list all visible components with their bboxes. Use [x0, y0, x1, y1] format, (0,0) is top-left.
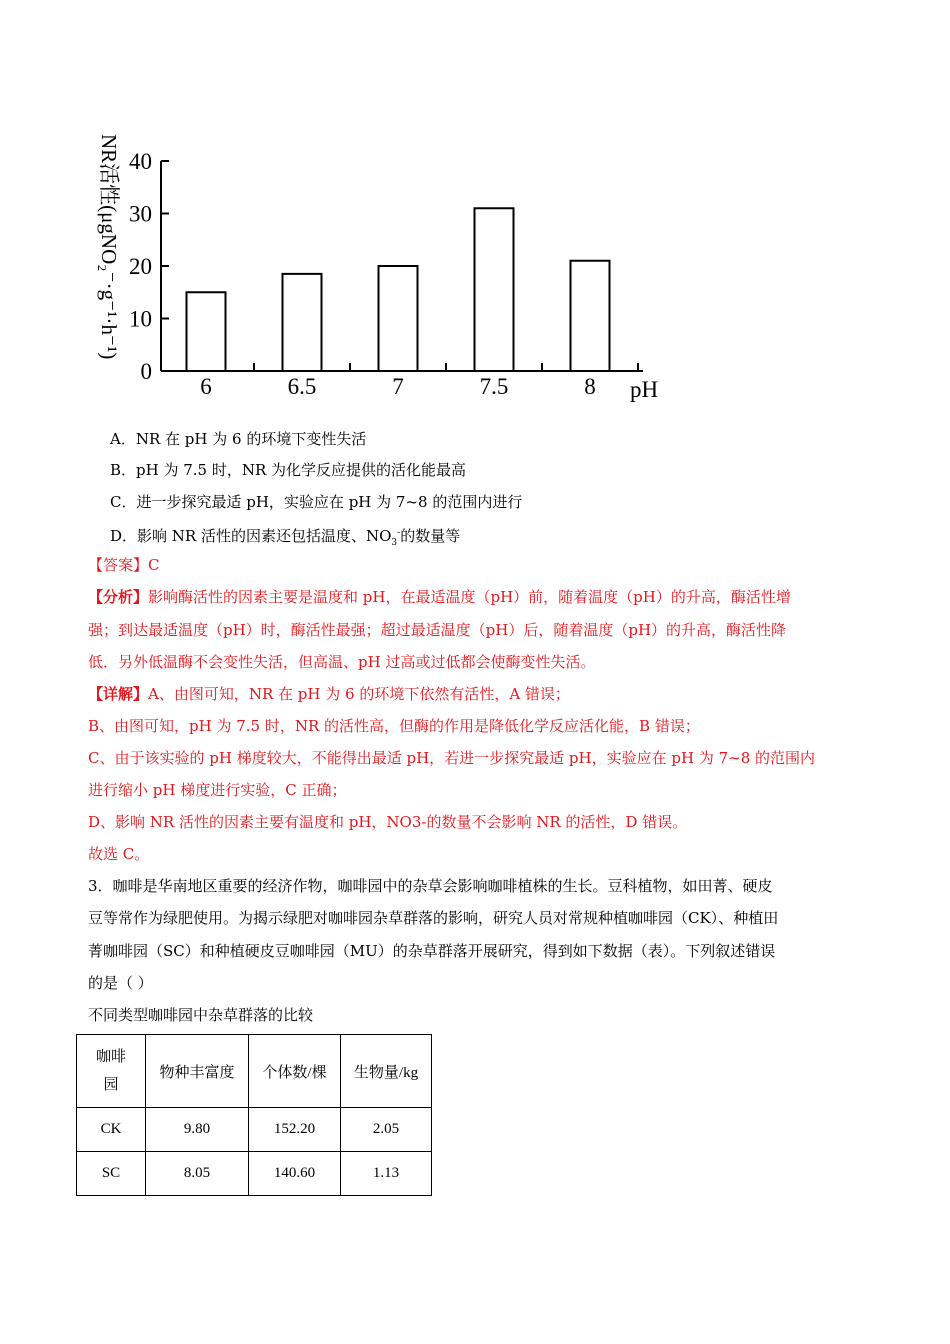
nr-activity-chart [85, 118, 685, 418]
option-b: B．pH 为 7.5 时，NR 为化学反应提供的活化能最高 [110, 461, 467, 479]
header-garden-line-1: 咖啡 [95, 1049, 126, 1065]
answer-label: 【答案】 [88, 556, 149, 574]
header-garden [77, 1035, 146, 1108]
bar-chart-svg [85, 118, 685, 418]
table-row [77, 1152, 432, 1196]
coffee-garden-table [76, 1034, 432, 1196]
y-tick-label: 10 [129, 306, 152, 332]
answer-value: C [148, 556, 160, 574]
header-richness: 物种丰富度 [146, 1035, 249, 1108]
option-a: A．NR 在 pH 为 6 的环境下变性失活 [110, 430, 367, 448]
analysis-line-3: 低．另外低温酶不会变性失活，但高温、pH 过高或过低都会使酶变性失活。 [88, 653, 596, 671]
detail-line-4: 进行缩小 pH 梯度进行实验，C 正确； [88, 781, 347, 799]
x-axis-label: pH [630, 377, 659, 402]
detail-line-2: B、由图可知，pH 为 7.5 时，NR 的活性高，但酶的作用是降低化学反应活化能，B 错误； [88, 717, 700, 735]
bar [187, 292, 226, 371]
option-d [110, 522, 460, 554]
y-tick-label: 0 [140, 359, 152, 384]
x-tick-label: 6.5 [287, 374, 317, 399]
y-axis-label: NR活性(μgNO₂⁻·g⁻¹·h⁻¹) [97, 134, 121, 360]
cell-garden: CK [77, 1108, 146, 1152]
header-count: 个体数/棵 [249, 1035, 341, 1108]
option-c: C．进一步探究最适 pH，实验应在 pH 为 7~8 的范围内进行 [110, 493, 523, 511]
detail-text-1: A、由图可知，NR 在 pH 为 6 的环境下依然有活性，A 错误； [148, 685, 570, 703]
table-header-row [77, 1035, 432, 1108]
question3-line-4: 的是（ ） [88, 974, 153, 992]
question3-line-1: 3．咖啡是华南地区重要的经济作物，咖啡园中的杂草会影响咖啡植株的生长。豆科植物，如田菁、硬皮 [88, 877, 773, 895]
x-tick-label: 7.5 [479, 374, 509, 399]
analysis-label: 【分析】 [88, 588, 149, 606]
cell-garden: SC [77, 1152, 146, 1196]
bar [283, 274, 322, 371]
cell-biomass: 2.05 [341, 1108, 432, 1152]
no3-subscript: 3 [391, 538, 398, 548]
question3-line-3: 菁咖啡园（SC）和种植硬皮豆咖啡园（MU）的杂草群落开展研究，得到如下数据（表）。下列叙述错误 [88, 942, 776, 960]
bar [571, 261, 610, 371]
detail-line-5: D、影响 NR 活性的因素主要有温度和 pH，NO3-的数量不会影响 NR 的活性，D 错误。 [88, 813, 688, 831]
y-tick-label: 20 [129, 254, 152, 279]
detail-line-1 [88, 683, 570, 705]
answer-line [88, 554, 160, 576]
cell-biomass: 1.13 [341, 1152, 432, 1196]
analysis-line-2: 强；到达最适温度（pH）时，酶活性最强；超过最适温度（pH）后，随着温度（pH）的升高，酶活性降 [88, 621, 787, 639]
header-biomass: 生物量/kg [341, 1035, 432, 1108]
option-d-text: D．影响 NR 活性的因素还包括温度、NO [110, 527, 392, 545]
cell-richness: 9.80 [146, 1108, 249, 1152]
x-tick-label: 6 [200, 374, 212, 399]
detail-line-3: C、由于该实验的 pH 梯度较大，不能得出最适 pH，若进一步探究最适 pH，实验应在 pH 为 7~8 的范围内 [88, 749, 816, 767]
detail-line-6: 故选 C。 [88, 845, 150, 863]
detail-label: 【详解】 [88, 685, 149, 703]
analysis-text-1: 影响酶活性的因素主要是温度和 pH，在最适温度（pH）前，随着温度（pH）的升高，酶活性增 [148, 588, 791, 606]
cell-count: 152.20 [249, 1108, 341, 1152]
table-row [77, 1108, 432, 1152]
bar [379, 266, 418, 371]
option-d-tail: 的数量等 [400, 527, 461, 545]
analysis-line-1 [88, 586, 791, 608]
cell-count: 140.60 [249, 1152, 341, 1196]
table-caption: 不同类型咖啡园中杂草群落的比较 [88, 1006, 314, 1024]
bar [475, 208, 514, 371]
x-tick-label: 8 [584, 374, 596, 399]
y-tick-label: 30 [129, 201, 152, 227]
cell-richness: 8.05 [146, 1152, 249, 1196]
no3-superscript: - [397, 528, 401, 538]
header-garden-line-2: 园 [103, 1077, 119, 1093]
question3-line-2: 豆等常作为绿肥使用。为揭示绿肥对咖啡园杂草群落的影响，研究人员对常规种植咖啡园（CK）、种植田 [88, 909, 779, 927]
x-tick-label: 7 [392, 374, 404, 399]
y-tick-label: 40 [129, 149, 152, 174]
